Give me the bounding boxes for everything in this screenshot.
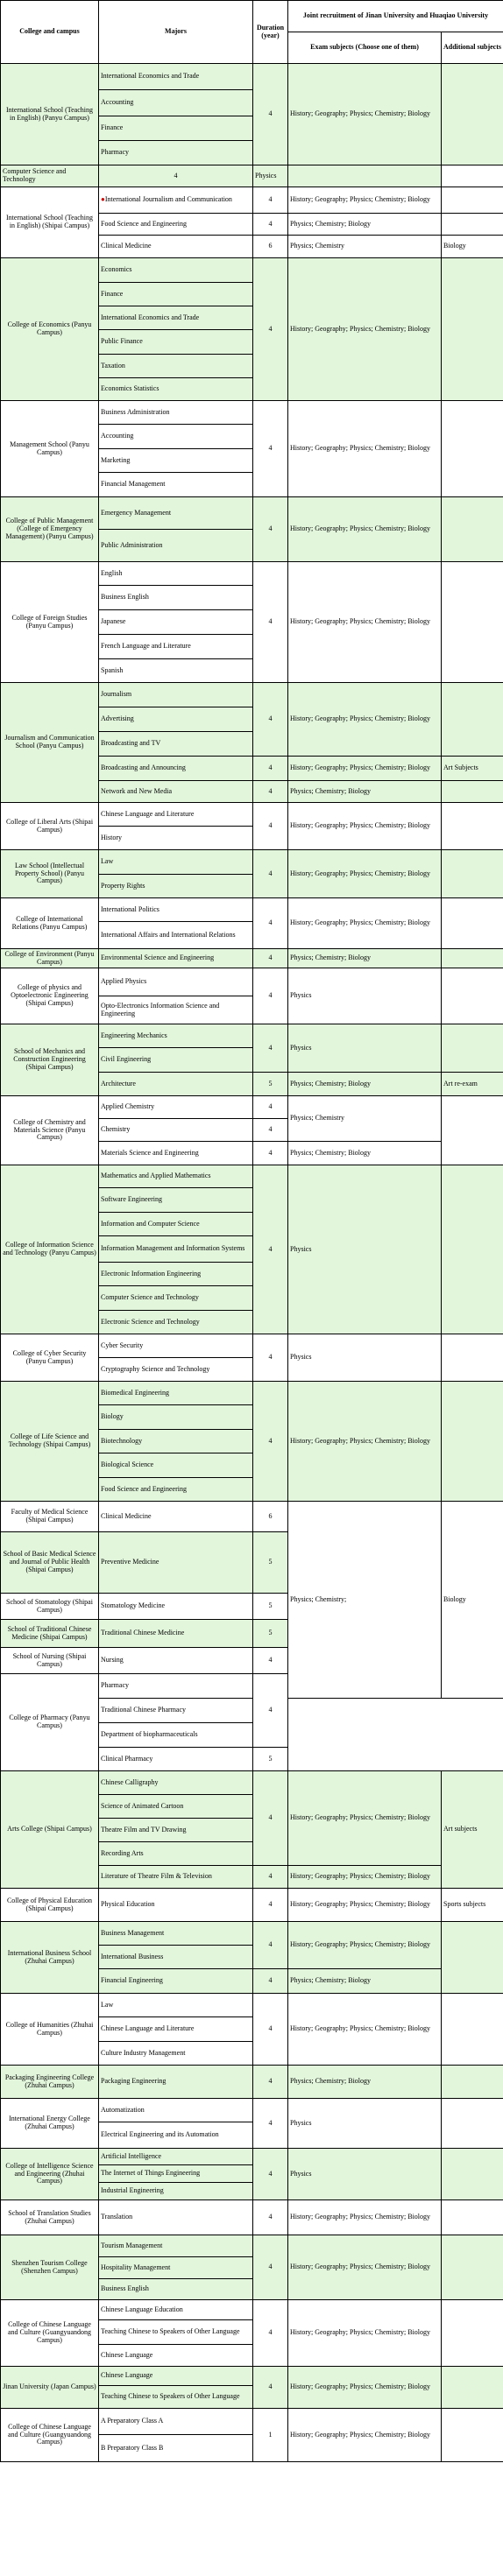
exam-subjects-cell: Physics [288,1165,442,1334]
duration-cell: 6 [253,1502,288,1532]
college-cell: Law School (Intellectual Property School) (Panyu Campus) [1,850,99,898]
college-cell: College of Intelligence Science and Engineering (Zhuhai Campus) [1,2149,99,2200]
duration-cell: 4 [253,1119,288,1142]
major-cell: Applied Chemistry [99,1096,253,1119]
college-cell: College of Humanities (Zhuhai Campus) [1,1994,99,2066]
major-cell: Architecture [99,1073,253,1096]
major-cell: Tourism Management [99,2235,253,2257]
duration-cell: 4 [253,1674,288,1748]
duration-cell: 4 [253,401,288,497]
additional-subjects-cell [442,968,503,1024]
major-cell: Science of Animated Cartoon [99,1795,253,1819]
duration-cell: 4 [253,497,288,562]
major-cell: Biology [99,1405,253,1430]
major-cell: Applied Physics [99,968,253,996]
table-row [1,2200,503,2235]
additional-subjects-cell [442,2367,503,2409]
college-cell: Journalism and Communication School (Panyu Campus) [1,683,99,803]
college-cell: School of Traditional Chinese Medicine (Shipai Campus) [1,1620,99,1648]
exam-subjects-cell: History; Geography; Physics; Chemistry; Biology [288,1922,442,1969]
major-cell: Emergency Management [99,497,253,530]
exam-subjects-cell: Physics; Chemistry; Biology [288,949,442,968]
table-row [1,2066,503,2099]
major-cell: History [99,827,253,850]
major-cell: Network and New Media [99,781,253,803]
major-cell: Broadcasting and Announcing [99,757,253,781]
major-cell: Theatre Film and TV Drawing [99,1819,253,1842]
major-cell: Mathematics and Applied Mathematics [99,1165,253,1188]
major-cell: Chinese Language [99,2345,253,2367]
additional-subjects-cell [442,562,503,683]
additional-subjects-cell: Art re-exam [442,1073,503,1096]
college-cell: International Energy College (Zhuhai Campus) [1,2099,99,2149]
major-cell: Accounting [99,425,253,449]
major-cell: Food Science and Engineering [99,214,253,236]
duration-cell: 4 [253,850,288,898]
college-cell: International Business School (Zhuhai Campus) [1,1922,99,1994]
college-cell: College of Life Science and Technology (Shipai Campus) [1,1382,99,1502]
major-cell: Computer Science and Technology [99,1286,253,1311]
exam-subjects-cell: History; Geography; Physics; Chemistry; Biology [288,803,442,850]
additional-subjects-cell: Art Subjects [442,757,503,781]
additional-subjects-cell [442,1922,503,1994]
additional-subjects-cell [442,2235,503,2300]
college-cell: College of Economics (Panyu Campus) [1,258,99,401]
major-cell: Taxation [99,355,253,378]
table-row [1,949,503,968]
major-cell: Software Engineering [99,1188,253,1213]
table-row [1,2367,503,2386]
exam-subjects-cell: History; Geography; Physics; Chemistry; Biology [288,187,442,214]
exam-subjects-cell: Physics; Chemistry; Biology [288,1969,442,1994]
college-cell: College of Public Management (College of Emergency Management) (Panyu Campus) [1,497,99,562]
exam-subjects-cell: Physics [253,165,288,187]
additional-subjects-cell [442,850,503,898]
duration-cell: 4 [253,683,288,757]
college-cell: College of Chinese Language and Culture (Guangyuandong Campus) [1,2409,99,2462]
table-body [1,64,503,2462]
exam-subjects-cell: Physics; Chemistry; Biology [288,2066,442,2099]
major-cell: Advertising [99,707,253,732]
major-cell: Automatization [99,2099,253,2122]
exam-subjects-cell: History; Geography; Physics; Chemistry; Biology [288,898,442,949]
additional-subjects-cell [442,2300,503,2367]
exam-subjects-cell: History; Geography; Physics; Chemistry; Biology [288,2409,442,2462]
additional-subjects-cell [442,401,503,497]
duration-cell: 4 [253,64,288,165]
duration-cell: 4 [253,2235,288,2300]
header-duration: Duration (year) [253,1,288,64]
exam-subjects-cell: Physics; Chemistry; Biology [288,1142,442,1165]
additional-subjects-cell [442,1165,503,1334]
major-cell: Broadcasting and TV [99,732,253,757]
college-cell: Jinan University (Japan Campus) [1,2367,99,2409]
exam-subjects-cell: History; Geography; Physics; Chemistry; Biology [288,1866,442,1889]
college-cell: International School (Teaching in English) (Shipai Campus) [1,187,99,258]
major-cell: Chinese Language and Literature [99,2017,253,2042]
table-row [1,2149,503,2165]
major-cell: Food Science and Engineering [99,1478,253,1502]
additional-subjects-cell [442,258,503,401]
duration-cell: 4 [253,2300,288,2367]
table-row [1,1771,503,1795]
major-cell: Biomedical Engineering [99,1382,253,1405]
major-cell: Civil Engineering [99,1048,253,1073]
duration-cell: 4 [253,781,288,803]
duration-cell: 1 [253,2409,288,2462]
additional-subjects-cell [442,2099,503,2149]
table-row [1,1994,503,2017]
duration-cell: 4 [253,1382,288,1502]
exam-subjects-cell: History; Geography; Physics; Chemistry; Biology [288,401,442,497]
table-row [1,64,503,90]
major-cell: Accounting [99,90,253,116]
additional-subjects-cell [442,497,503,562]
header-college-campus: College and campus [1,1,99,64]
duration-cell: 4 [99,165,253,187]
college-cell: College of International Relations (Panyu Campus) [1,898,99,949]
major-cell: Artificial Intelligence [99,2149,253,2165]
major-cell: Finance [99,116,253,141]
additional-subjects-cell: Sports subjects [442,1889,503,1922]
duration-cell: 6 [253,236,288,258]
major-cell: A Preparatory Class A [99,2409,253,2435]
major-cell: International Affairs and International Relations [99,922,253,949]
duration-cell: 4 [253,214,288,236]
major-cell: Chinese Language and Literature [99,803,253,827]
college-cell: Management School (Panyu Campus) [1,401,99,497]
duration-cell: 4 [253,187,288,214]
header-majors: Majors [99,1,253,64]
exam-subjects-cell: History; Geography; Physics; Chemistry; Biology [288,562,442,683]
major-cell: Public Administration [99,530,253,562]
additional-subjects-cell [442,1024,503,1073]
major-cell: Nursing [99,1648,253,1674]
major-cell: Law [99,850,253,875]
major-cell: Japanese [99,610,253,635]
exam-subjects-cell: Physics; Chemistry; [288,1502,442,1699]
exam-subjects-cell: History; Geography; Physics; Chemistry; Biology [288,64,442,165]
table-row [1,850,503,875]
major-cell: Literature of Theatre Film & Television [99,1866,253,1889]
table-row [1,562,503,586]
major-cell: Property Rights [99,875,253,898]
exam-subjects-cell: Physics; Chemistry; Biology [288,214,442,236]
college-cell: Shenzhen Tourism College (Shenzhen Campus) [1,2235,99,2300]
major-cell: Cyber Security [99,1334,253,1358]
duration-cell: 4 [253,1866,288,1889]
duration-cell: 5 [253,1594,288,1620]
table-row [1,2235,503,2257]
major-cell: Preventive Medicine [99,1532,253,1594]
table-row [1,187,503,214]
additional-subjects-cell [442,1994,503,2066]
major-cell: Chemistry [99,1119,253,1142]
header-additional-subjects: Additional subjects [442,32,503,64]
college-cell: Packaging Engineering College (Zhuhai Campus) [1,2066,99,2099]
college-cell: College of Physical Education (Shipai Campus) [1,1889,99,1922]
additional-subjects-cell [442,214,503,236]
major-cell: International Politics [99,898,253,922]
duration-cell: 4 [253,2200,288,2235]
duration-cell: 4 [253,1648,288,1674]
major-cell: Teaching Chinese to Speakers of Other Language [99,2320,253,2345]
duration-cell: 4 [253,1096,288,1119]
duration-cell: 4 [253,1889,288,1922]
major-cell: The Internet of Things Engineering [99,2165,253,2183]
major-cell: Finance [99,283,253,306]
major-cell: Biological Science [99,1453,253,1478]
exam-subjects-cell: History; Geography; Physics; Chemistry; Biology [288,2300,442,2367]
major-cell: Traditional Chinese Pharmacy [99,1699,253,1723]
duration-cell: 5 [253,1620,288,1648]
table-row [1,165,503,187]
duration-cell: 4 [253,1142,288,1165]
major-cell: Electronic Science and Technology [99,1311,253,1334]
duration-cell: 4 [253,803,288,850]
table-row [1,803,503,827]
college-cell: College of Liberal Arts (Shipai Campus) [1,803,99,850]
major-cell: Business English [99,586,253,610]
table-row [1,1024,503,1048]
exam-subjects-cell: Physics [288,2099,442,2149]
additional-subjects-cell [442,949,503,968]
duration-cell: 4 [253,1024,288,1073]
duration-cell: 4 [253,968,288,1024]
exam-subjects-cell: Physics [288,2149,442,2200]
college-cell: School of Translation Studies (Zhuhai Campus) [1,2200,99,2235]
major-cell: Financial Engineering [99,1969,253,1994]
table-row [1,2099,503,2122]
additional-subjects-cell: Biology [442,236,503,258]
major-cell: Pharmacy [99,1674,253,1699]
additional-subjects-cell: Biology [442,1502,503,1699]
college-cell: School of Basic Medical Science and Journal of Public Health (Shipai Campus) [1,1532,99,1594]
additional-subjects-cell [442,803,503,850]
marker-icon: ● [101,195,105,204]
additional-subjects-cell: Art subjects [442,1771,503,1889]
exam-subjects-cell: History; Geography; Physics; Chemistry; Biology [288,2200,442,2235]
major-cell: Computer Science and Technology [1,165,99,187]
header-exam-subjects: Exam subjects (Choose one of them) [288,32,442,64]
major-cell: Chinese Language [99,2367,253,2386]
exam-subjects-cell: History; Geography; Physics; Chemistry; Biology [288,1771,442,1866]
college-cell: College of Pharmacy (Panyu Campus) [1,1674,99,1771]
exam-subjects-cell: Physics [288,1024,442,1073]
additional-subjects-cell [442,781,503,803]
table-row [1,898,503,922]
college-cell: School of Stomatology (Shipai Campus) [1,1594,99,1620]
major-cell: Information and Computer Science [99,1213,253,1236]
major-cell: Electrical Engineering and its Automation [99,2122,253,2149]
major-cell: Marketing [99,449,253,473]
college-cell: School of Nursing (Shipai Campus) [1,1648,99,1674]
table-row [1,497,503,530]
duration-cell: 4 [253,1994,288,2066]
major-cell: B Preparatory Class B [99,2435,253,2462]
table-row [1,401,503,425]
major-cell: Cryptography Science and Technology [99,1358,253,1382]
duration-cell: 4 [253,2099,288,2149]
major-cell: Journalism [99,683,253,707]
major-cell: Physical Education [99,1889,253,1922]
major-cell: Chinese Language Education [99,2300,253,2320]
major-cell: Engineering Mechanics [99,1024,253,1048]
exam-subjects-cell: Physics; Chemistry [288,1096,442,1142]
major-cell: Law [99,1994,253,2017]
major-cell: Public Finance [99,330,253,355]
major-cell: International Business [99,1946,253,1969]
exam-subjects-cell: History; Geography; Physics; Chemistry; Biology [288,1994,442,2066]
major-cell: Translation [99,2200,253,2235]
major-cell: Environmental Science and Engineering [99,949,253,968]
additional-subjects-cell [442,2066,503,2099]
major-cell: Culture Industry Management [99,2042,253,2066]
major-cell: Pharmacy [99,141,253,165]
exam-subjects-cell: History; Geography; Physics; Chemistry; Biology [288,2235,442,2300]
exam-subjects-cell: Physics [288,1334,442,1382]
major-cell: Opto-Electronics Information Science and Engineering [99,996,253,1024]
college-cell: School of Mechanics and Construction Engineering (Shipai Campus) [1,1024,99,1096]
major-cell: Industrial Engineering [99,2183,253,2200]
duration-cell: 4 [253,258,288,401]
table-row [1,1334,503,1358]
college-cell: College of physics and Optoelectronic Engineering (Shipai Campus) [1,968,99,1024]
duration-cell: 4 [253,2149,288,2200]
additional-subjects-cell [442,1382,503,1502]
college-cell: Faculty of Medical Science (Shipai Campus) [1,1502,99,1532]
major-cell: International Economics and Trade [99,64,253,90]
exam-subjects-cell: History; Geography; Physics; Chemistry; Biology [288,757,442,781]
header-joint-recruitment: Joint recruitment of Jinan University and Huaqiao University [288,1,503,32]
duration-cell: 4 [253,1165,288,1334]
additional-subjects-cell [288,165,442,187]
duration-cell: 4 [253,1771,288,1866]
major-cell: Business Administration [99,401,253,425]
major-cell: English [99,562,253,586]
additional-subjects-cell [442,1096,503,1165]
major-cell: Recording Arts [99,1842,253,1866]
table-row [1,1922,503,1946]
major-cell: Information Management and Information Systems [99,1236,253,1263]
exam-subjects-cell: History; Geography; Physics; Chemistry; Biology [288,2367,442,2409]
major-cell: Clinical Medicine [99,236,253,258]
major-cell: Business English [99,2279,253,2300]
table-row [1,1096,503,1119]
duration-cell: 4 [253,757,288,781]
table-row [1,258,503,283]
table-row [1,1502,503,1532]
college-cell: International School (Teaching in English) (Panyu Campus) [1,64,99,165]
exam-subjects-cell: Physics [288,968,442,1024]
college-cell: College of Cyber Security (Panyu Campus) [1,1334,99,1382]
exam-subjects-cell: History; Geography; Physics; Chemistry; Biology [288,1889,442,1922]
major-cell: Hospitality Management [99,2257,253,2279]
duration-cell: 4 [253,1969,288,1994]
duration-cell: 4 [253,1922,288,1969]
major-cell: Chinese Calligraphy [99,1771,253,1795]
major-cell: Business Management [99,1922,253,1946]
additional-subjects-cell [442,2149,503,2200]
exam-subjects-cell: Physics; Chemistry; Biology [288,781,442,803]
major-cell: Teaching Chinese to Speakers of Other Language [99,2386,253,2409]
table-row [1,683,503,707]
table-row [1,1889,503,1922]
table-row [1,968,503,996]
major-cell: Traditional Chinese Medicine [99,1620,253,1648]
major-cell: ●International Journalism and Communication [99,187,253,214]
college-cell: College of Information Science and Technology (Panyu Campus) [1,1165,99,1334]
major-cell: Clinical Pharmacy [99,1748,253,1771]
additional-subjects-cell [442,187,503,214]
table-row [1,2409,503,2435]
major-cell: Economics Statistics [99,378,253,401]
duration-cell: 4 [253,562,288,683]
major-cell: Clinical Medicine [99,1502,253,1532]
exam-subjects-cell: Physics; Chemistry; Biology [288,1073,442,1096]
exam-subjects-cell: History; Geography; Physics; Chemistry; Biology [288,1382,442,1502]
duration-cell: 4 [253,1334,288,1382]
major-cell: Packaging Engineering [99,2066,253,2099]
major-cell: Financial Management [99,473,253,497]
major-cell: Department of biopharmaceuticals [99,1723,253,1748]
college-cell: College of Foreign Studies (Panyu Campus) [1,562,99,683]
duration-cell: 4 [253,2367,288,2409]
duration-cell: 4 [253,949,288,968]
additional-subjects-cell [442,683,503,757]
exam-subjects-cell: History; Geography; Physics; Chemistry; Biology [288,850,442,898]
exam-subjects-cell: History; Geography; Physics; Chemistry; Biology [288,497,442,562]
major-cell: Economics [99,258,253,283]
exam-subjects-cell: Physics; Chemistry [288,236,442,258]
table-row [1,1382,503,1405]
additional-subjects-cell [442,898,503,949]
major-cell: International Economics and Trade [99,306,253,330]
additional-subjects-cell [442,1334,503,1382]
major-cell: Materials Science and Engineering [99,1142,253,1165]
additional-subjects-cell [442,2200,503,2235]
duration-cell: 5 [253,1073,288,1096]
college-cell: College of Chemistry and Materials Science (Panyu Campus) [1,1096,99,1165]
table-row [1,2300,503,2320]
college-cell: College of Chinese Language and Culture (Guangyuandong Campus) [1,2300,99,2367]
major-cell: Stomatology Medicine [99,1594,253,1620]
major-cell: French Language and Literature [99,635,253,659]
duration-cell: 4 [253,898,288,949]
exam-subjects-cell: History; Geography; Physics; Chemistry; Biology [288,258,442,401]
duration-cell: 4 [253,2066,288,2099]
college-cell: College of Environment (Panyu Campus) [1,949,99,968]
table-row [1,1165,503,1188]
additional-subjects-cell [442,64,503,165]
college-cell: Arts College (Shipai Campus) [1,1771,99,1889]
duration-cell: 5 [253,1532,288,1594]
major-cell: Biotechnology [99,1430,253,1453]
duration-cell: 5 [253,1748,288,1771]
major-cell: Electronic Information Engineering [99,1263,253,1286]
exam-subjects-cell: History; Geography; Physics; Chemistry; Biology [288,683,442,757]
additional-subjects-cell [442,2409,503,2462]
major-cell: Spanish [99,659,253,683]
